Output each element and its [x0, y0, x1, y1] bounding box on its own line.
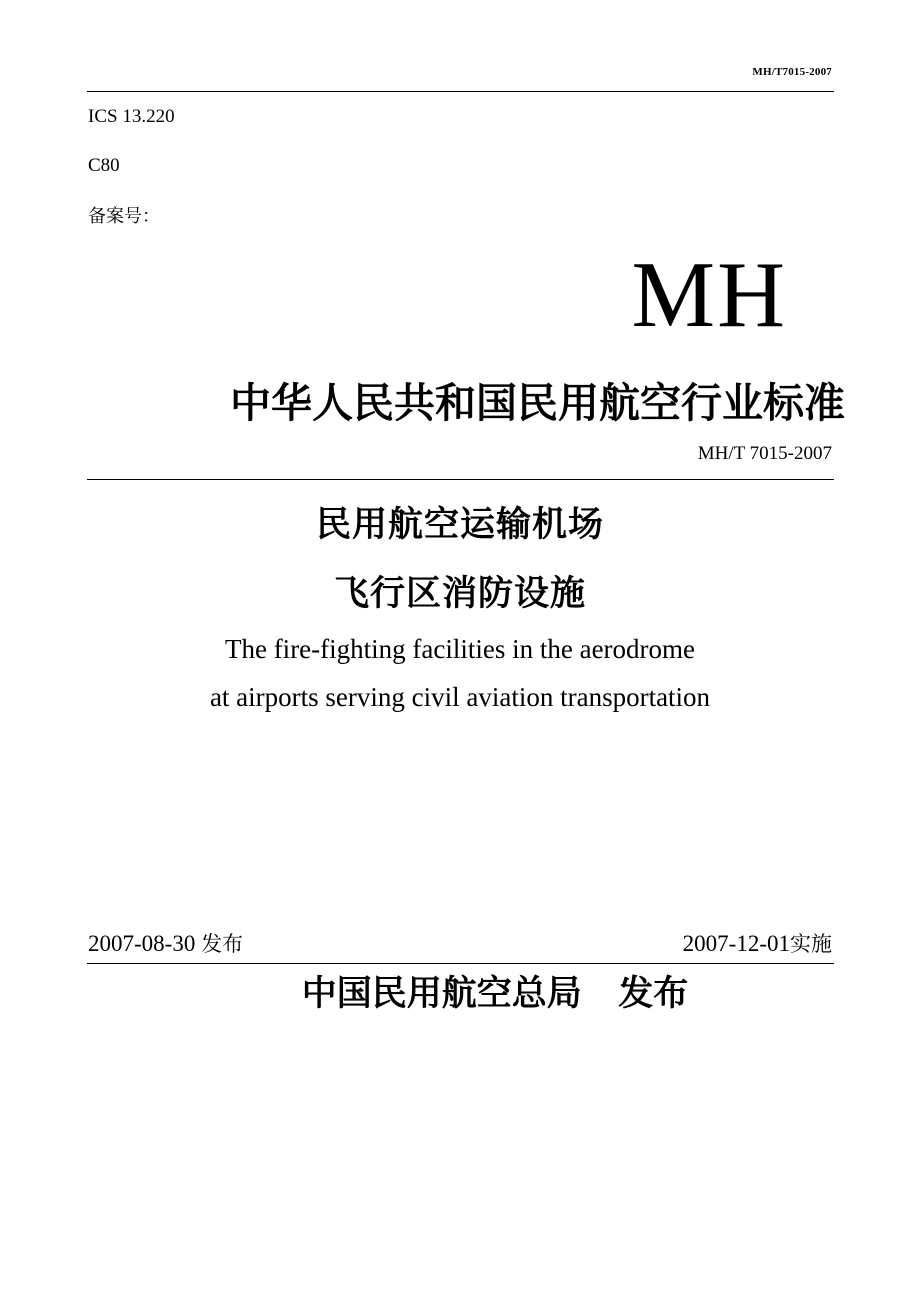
- effective-word: 实施: [790, 932, 832, 956]
- category-code: C80: [88, 155, 120, 176]
- release-date-block: [88, 928, 243, 958]
- standard-category-title: 中华人民共和国民用航空行业标准: [230, 379, 845, 427]
- effective-date: 2007-12-01: [682, 931, 790, 956]
- issuer-action: 发布: [618, 974, 689, 1014]
- document-title-en-line1: The fire-fighting facilities in the aerodrome: [224, 634, 696, 664]
- effective-date-block: [683, 928, 832, 958]
- document-title-cn-line2: 飞行区消防设施: [333, 574, 586, 614]
- header-document-code: MH/T7015-2007: [752, 66, 832, 78]
- release-date: 2007-08-30: [88, 931, 196, 956]
- release-word: 发布: [201, 932, 244, 956]
- filing-number-label: 备案号：: [88, 206, 160, 227]
- standard-number: MH/T 7015-2007: [697, 443, 832, 464]
- document-title-en-line2: at airports serving civil aviation transportation: [209, 682, 711, 712]
- standard-abbreviation: MH: [631, 243, 787, 347]
- footer-divider: [87, 963, 834, 964]
- issuer-block: [0, 966, 920, 1016]
- title-divider: [87, 479, 834, 480]
- document-title-cn-line1: 民用航空运输机场: [315, 505, 604, 545]
- ics-code: ICS 13.220: [88, 106, 175, 127]
- issuer-name: 中国民用航空总局: [301, 974, 582, 1014]
- header-divider: [87, 91, 834, 92]
